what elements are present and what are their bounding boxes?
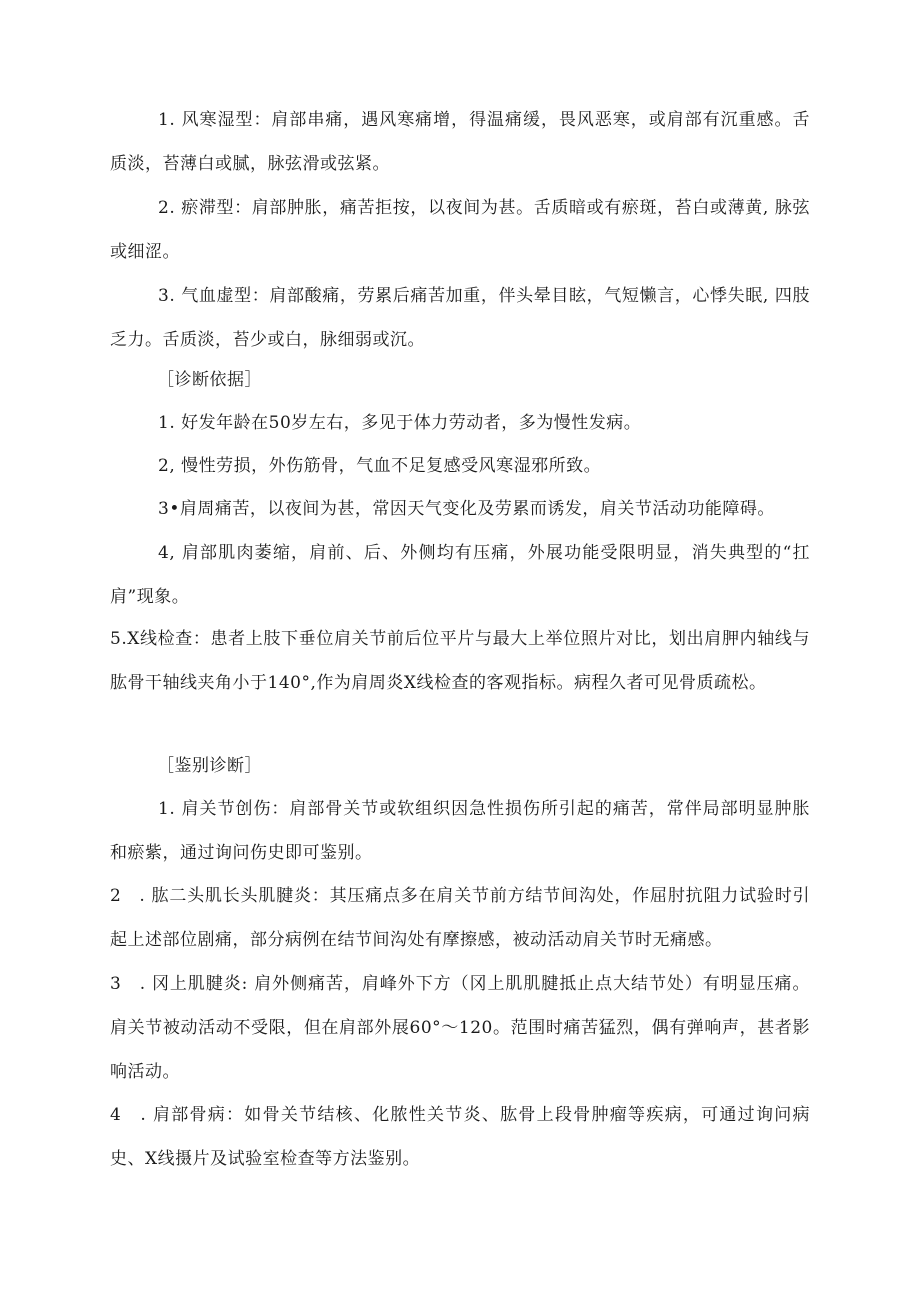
differential-item-2: 2 . 肱二头肌长头肌腱炎：其压痛点多在肩关节前方结节间沟处，作屈肘抗阻力试验时引起上述部位剧痛，部分病例在结节间沟处有摩擦感，被动活动肩关节时无痛感。: [110, 886, 810, 950]
differential-item-4: 4 . 肩部骨病：如骨关节结核、化脓性关节炎、肱骨上段骨肿瘤等疾病，可通过询问病史、X线摄片及试验室检查等方法鉴别。: [110, 1105, 810, 1169]
differential-item-3: 3 . 冈上肌腱炎: 肩外侧痛苦，肩峰外下方（冈上肌肌腱抵止点大结节处）有明显压痛。肩关节被动活动不受限，但在肩部外展60°～120。范围时痛苦猛烈，偶有弹响声，甚者影响活动。: [110, 974, 810, 1082]
differential-heading: ［鉴别诊断］: [157, 756, 262, 776]
syndrome-wind-cold-damp: 1. 风寒湿型：肩部串痛，遇风寒痛增，得温痛缓，畏风恶寒，或肩部有沉重感。舌质淡，苔薄白或腻，脉弦滑或弦紧。: [110, 110, 810, 174]
syndrome-stasis: 2. 瘀滞型：肩部肿胀，痛苦拒按，以夜间为甚。舌质暗或有瘀斑，苔白或薄黄, 脉弦或细涩。: [110, 198, 810, 262]
diagnosis-item-4: 4, 肩部肌肉萎缩，肩前、后、外侧均有压痛，外展功能受限明显，消失典型的“扛肩”现象。: [110, 543, 810, 607]
diagnosis-item-3: 3•肩周痛苦，以夜间为甚，常因天气变化及劳累而诱发，肩关节活动功能障碍。: [158, 499, 775, 519]
diagnosis-item-2: 2, 慢性劳损，外伤筋骨，气血不足复感受风寒湿邪所致。: [158, 456, 602, 476]
differential-item-1: 1. 肩关节创伤：肩部骨关节或软组织因急性损伤所引起的痛苦，常伴局部明显肿胀和瘀紫，通过询问伤史即可鉴别。: [110, 799, 810, 863]
diagnosis-item-1: 1. 好发年龄在50岁左右，多见于体力劳动者，多为慢性发病。: [158, 413, 642, 433]
syndrome-qi-blood-deficiency: 3. 气血虚型：肩部酸痛，劳累后痛苦加重，伴头晕目眩，气短懒言，心悸失眠, 四肢乏力。舌质淡，苔少或白，脉细弱或沉。: [110, 286, 810, 350]
diagnosis-item-5: 5.X线检查：患者上肢下垂位肩关节前后位平片与最大上举位照片对比，划出肩胛内轴线与肱骨干轴线夹角小于140°,作为肩周炎X线检查的客观指标。病程久者可见骨质疏松。: [110, 629, 810, 693]
diagnosis-heading: ［诊断依据］: [157, 370, 262, 390]
